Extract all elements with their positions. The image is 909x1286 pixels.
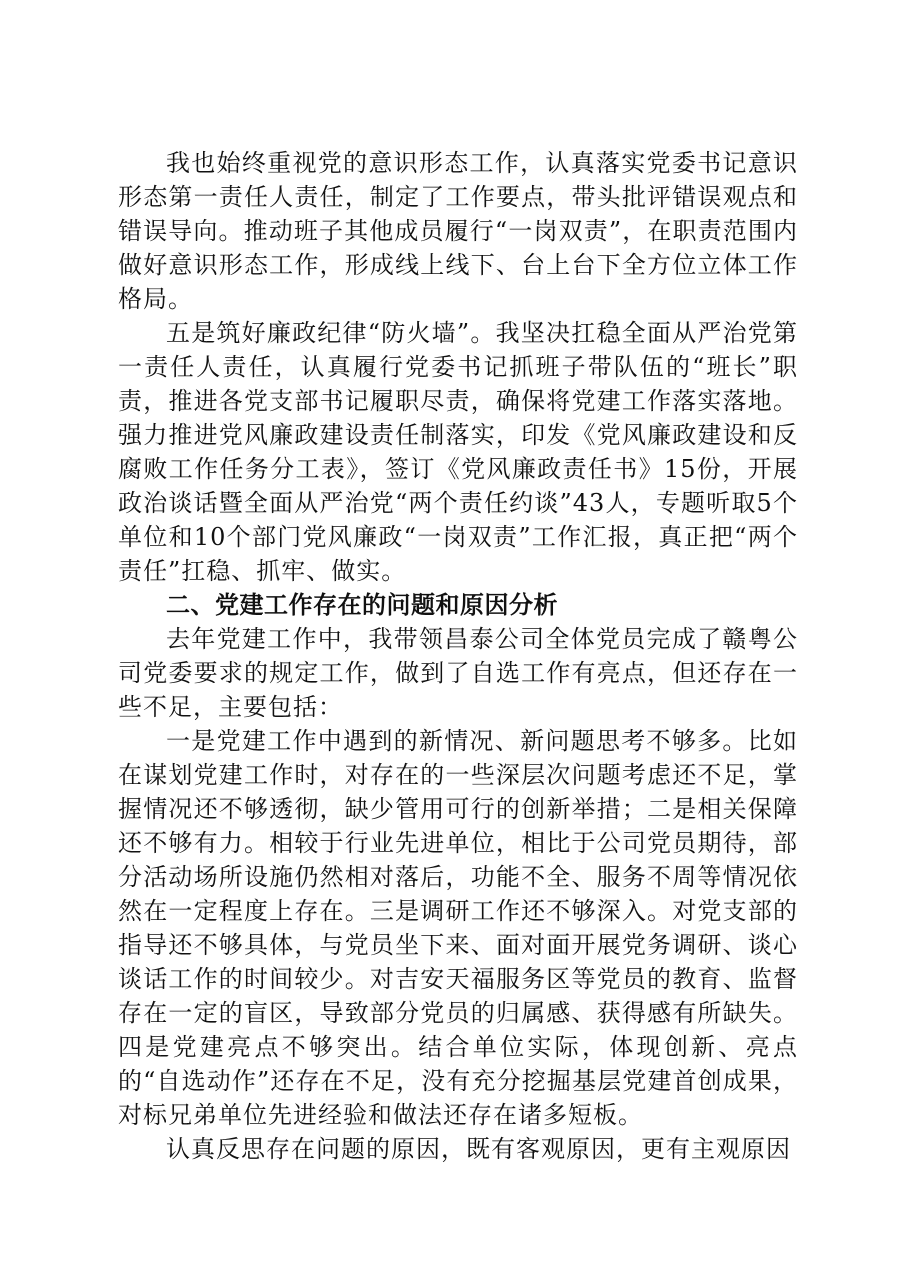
paragraph-integrity-firewall: 五是筑好廉政纪律“防火墙”。我坚决扛稳全面从严治党第一责任人责任，认真履行党委书记抓班子带队伍的“班长”职责，推进各党支部书记履职尽责，确保将党建工作落实落地。强力推进党风廉政建设责任制落实，印发《党风廉政建设和反腐败工作任务分工表》，签订《党风廉政责任书》15份，开展政治谈话暨全面从严治党“两个责任约谈”43人，专题听取5个单位和10个部门党风廉政“一岗双责”工作汇报，真正把“两个责任”扛稳、抓牢、做实。 [118,319,798,585]
paragraph-reflection: 认真反思存在问题的原因，既有客观原因，更有主观原因 [166,1135,791,1163]
paragraph-ideology-work: 我也始终重视党的意识形态工作，认真落实党委书记意识形态第一责任人责任，制定了工作要点，带头批评错误观点和错误导向。推动班子其他成员履行“一岗双责”，在职责范围内做好意识形态工作，形成线上线下、台上台下全方位立体工作格局。 [118,149,798,313]
section-heading-problems: 二、党建工作存在的问题和原因分析 [166,591,558,619]
paragraph-problems-list: 一是党建工作中遇到的新情况、新问题思考不够多。比如在谋划党建工作时，对存在的一些深层次问题考虑还不足，掌握情况还不够透彻，缺少管用可行的创新举措；二是相关保障还不够有力。相较于行业先进单位，相比于公司党员期待，部分活动场所设施仍然相对落后，功能不全、服务不周等情况依然在一定程度上存在。三是调研工作还不够深入。对党支部的指导还不够具体，与党员坐下来、面对面开展党务调研、谈心谈话工作的时间较少。对吉安天福服务区等党员的教育、监督存在一定的盲区，导致部分党员的归属感、获得感有所缺失。四是党建亮点不够突出。结合单位实际，体现创新、亮点的“自选动作”还存在不足，没有充分挖掘基层党建首创成果，对标兄弟单位先进经验和做法还存在诸多短板。 [118,727,798,1129]
document-body [118,146,798,1166]
paragraph-problems-intro: 去年党建工作中，我带领昌泰公司全体党员完成了赣粤公司党委要求的规定工作，做到了自选工作有亮点，但还存在一些不足，主要包括： [118,625,798,721]
